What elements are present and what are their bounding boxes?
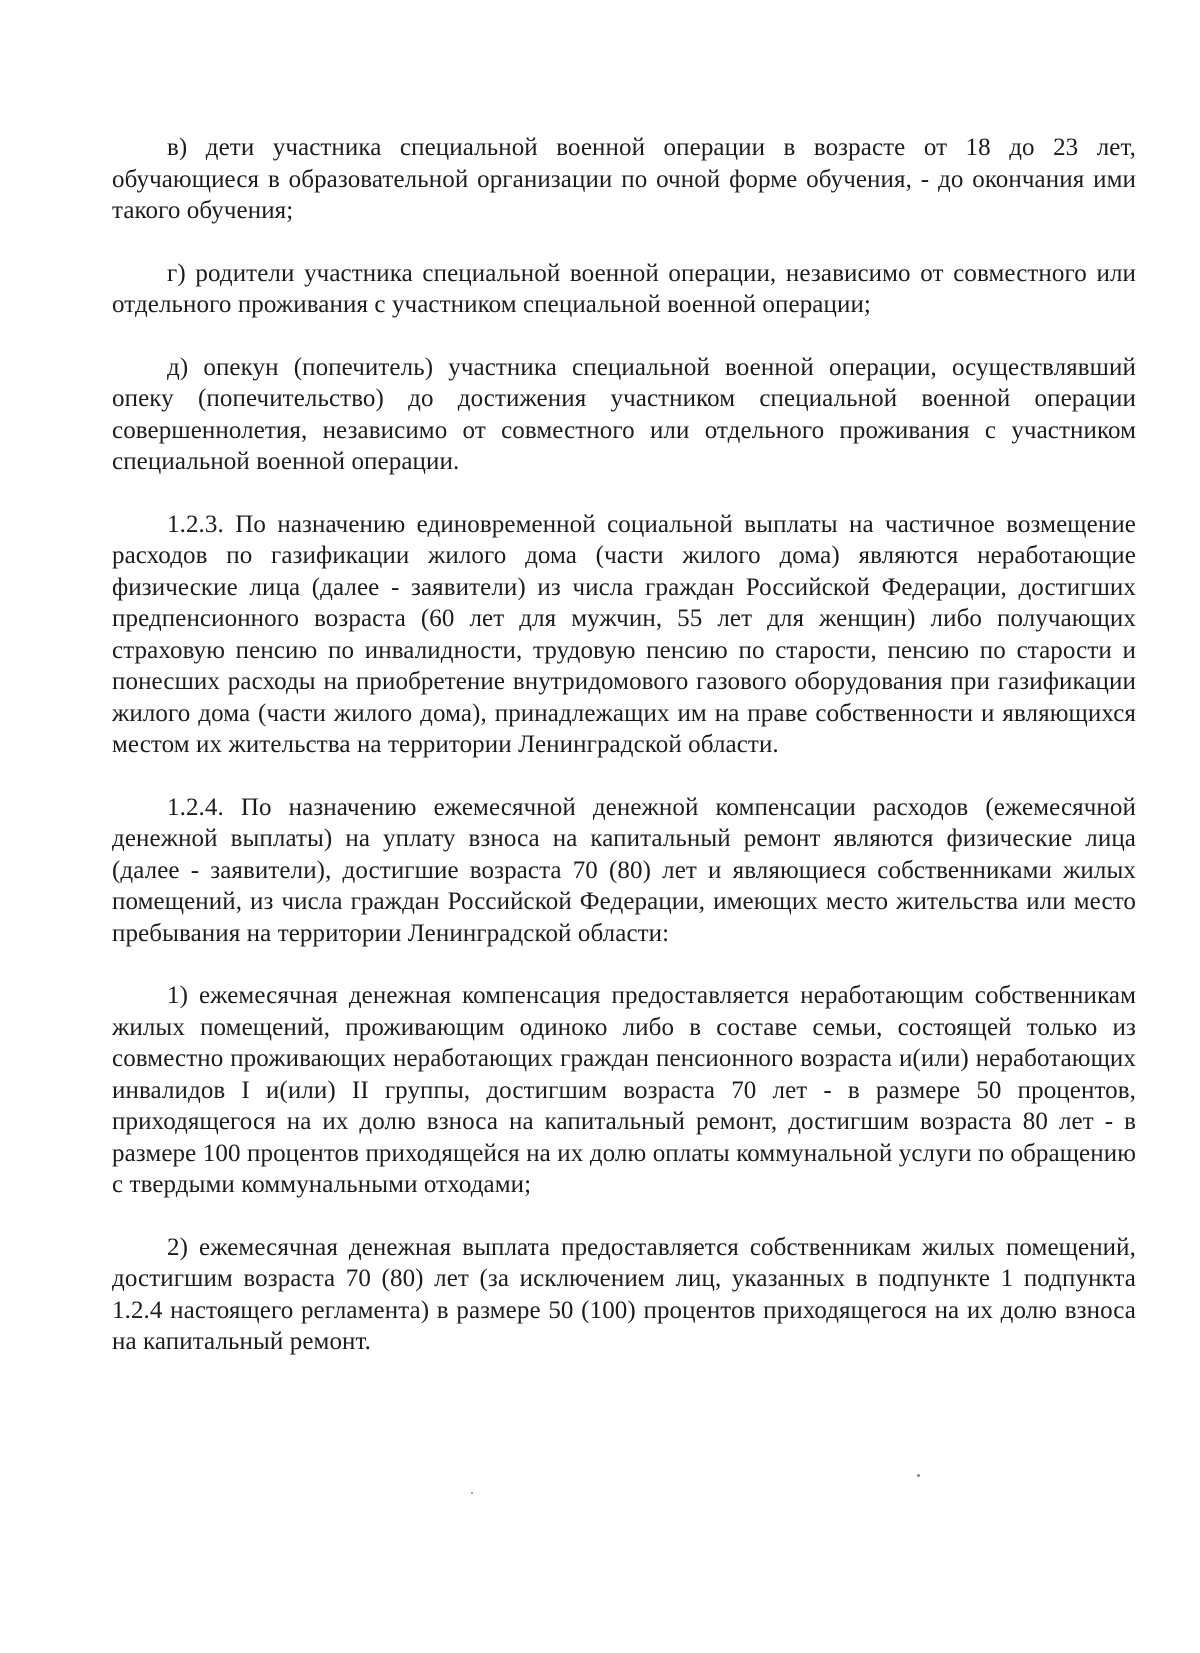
- paragraph-item-v: в) дети участника специальной военной операции в возрасте от 18 до 23 лет, обучающиеся в образовательной организации по очной форме обучения, - до окончания ими такого обучения;: [112, 134, 1136, 224]
- paragraph-1-2-3: 1.2.3. По назначению единовременной социальной выплаты на частичное возмещение расходов по газификации жилого дома (части жилого дома) являются неработающие физические лица (далее - заявители) из числа граждан Российской Федерации, достигших предпенсионного возраста (60 лет для мужчин, 55 лет для женщин) либо получающих страховую пенсию по инвалидности, трудовую пенсию по старости, пенсию по старости и понесших расходы на приобретение внутридомового газового оборудования при газификации жилого дома (части жилого дома), принадлежащих им на праве собственности и являющихся местом их жительства на территории Ленинградской области.: [112, 510, 1136, 758]
- paragraph-subitem-1: 1) ежемесячная денежная компенсация предоставляется неработающим собственникам жилых помещений, проживающим одиноко либо в составе семьи, состоящей только из совместно проживающих неработающих граждан пенсионного возраста и(или) неработающих инвалидов I и(или) II группы, достигшим возраста 70 лет - в размере 50 процентов, приходящегося на их долю взноса на капитальный ремонт, достигшим возраста 80 лет - в размере 100 процентов приходящейся на их долю оплаты коммунальной услуги по обращению с твердыми коммунальными отходами;: [112, 982, 1136, 1198]
- paragraph-subitem-2: 2) ежемесячная денежная выплата предоставляется собственникам жилых помещений, достигшим возраста 70 (80) лет (за исключением лиц, указанных в подпункте 1 подпункта 1.2.4 настоящего регламента) в размере 50 (100) процентов приходящегося на их долю взноса на капитальный ремонт.: [112, 1233, 1136, 1355]
- scan-speck: [471, 1492, 473, 1494]
- paragraph-item-g: г) родители участника специальной военной операции, независимо от совместного или отдельного проживания с участником специальной военной операции;: [112, 259, 1136, 318]
- scan-speck: [917, 1474, 920, 1477]
- document-page: [112, 132, 1136, 1389]
- paragraph-item-d: д) опекун (попечитель) участника специальной военной операции, осуществлявший опеку (попечительство) до достижения участником специальной военной операции совершеннолетия, независимо от совместного или отдельного проживания с участником специальной военной операции.: [112, 353, 1136, 475]
- paragraph-1-2-4: 1.2.4. По назначению ежемесячной денежной компенсации расходов (ежемесячной денежной выплаты) на уплату взноса на капитальный ремонт являются физические лица (далее - заявители), достигшие возраста 70 (80) лет и являющиеся собственниками жилых помещений, из числа граждан Российской Федерации, имеющих место жительства или место пребывания на территории Ленинградской области:: [112, 793, 1136, 947]
